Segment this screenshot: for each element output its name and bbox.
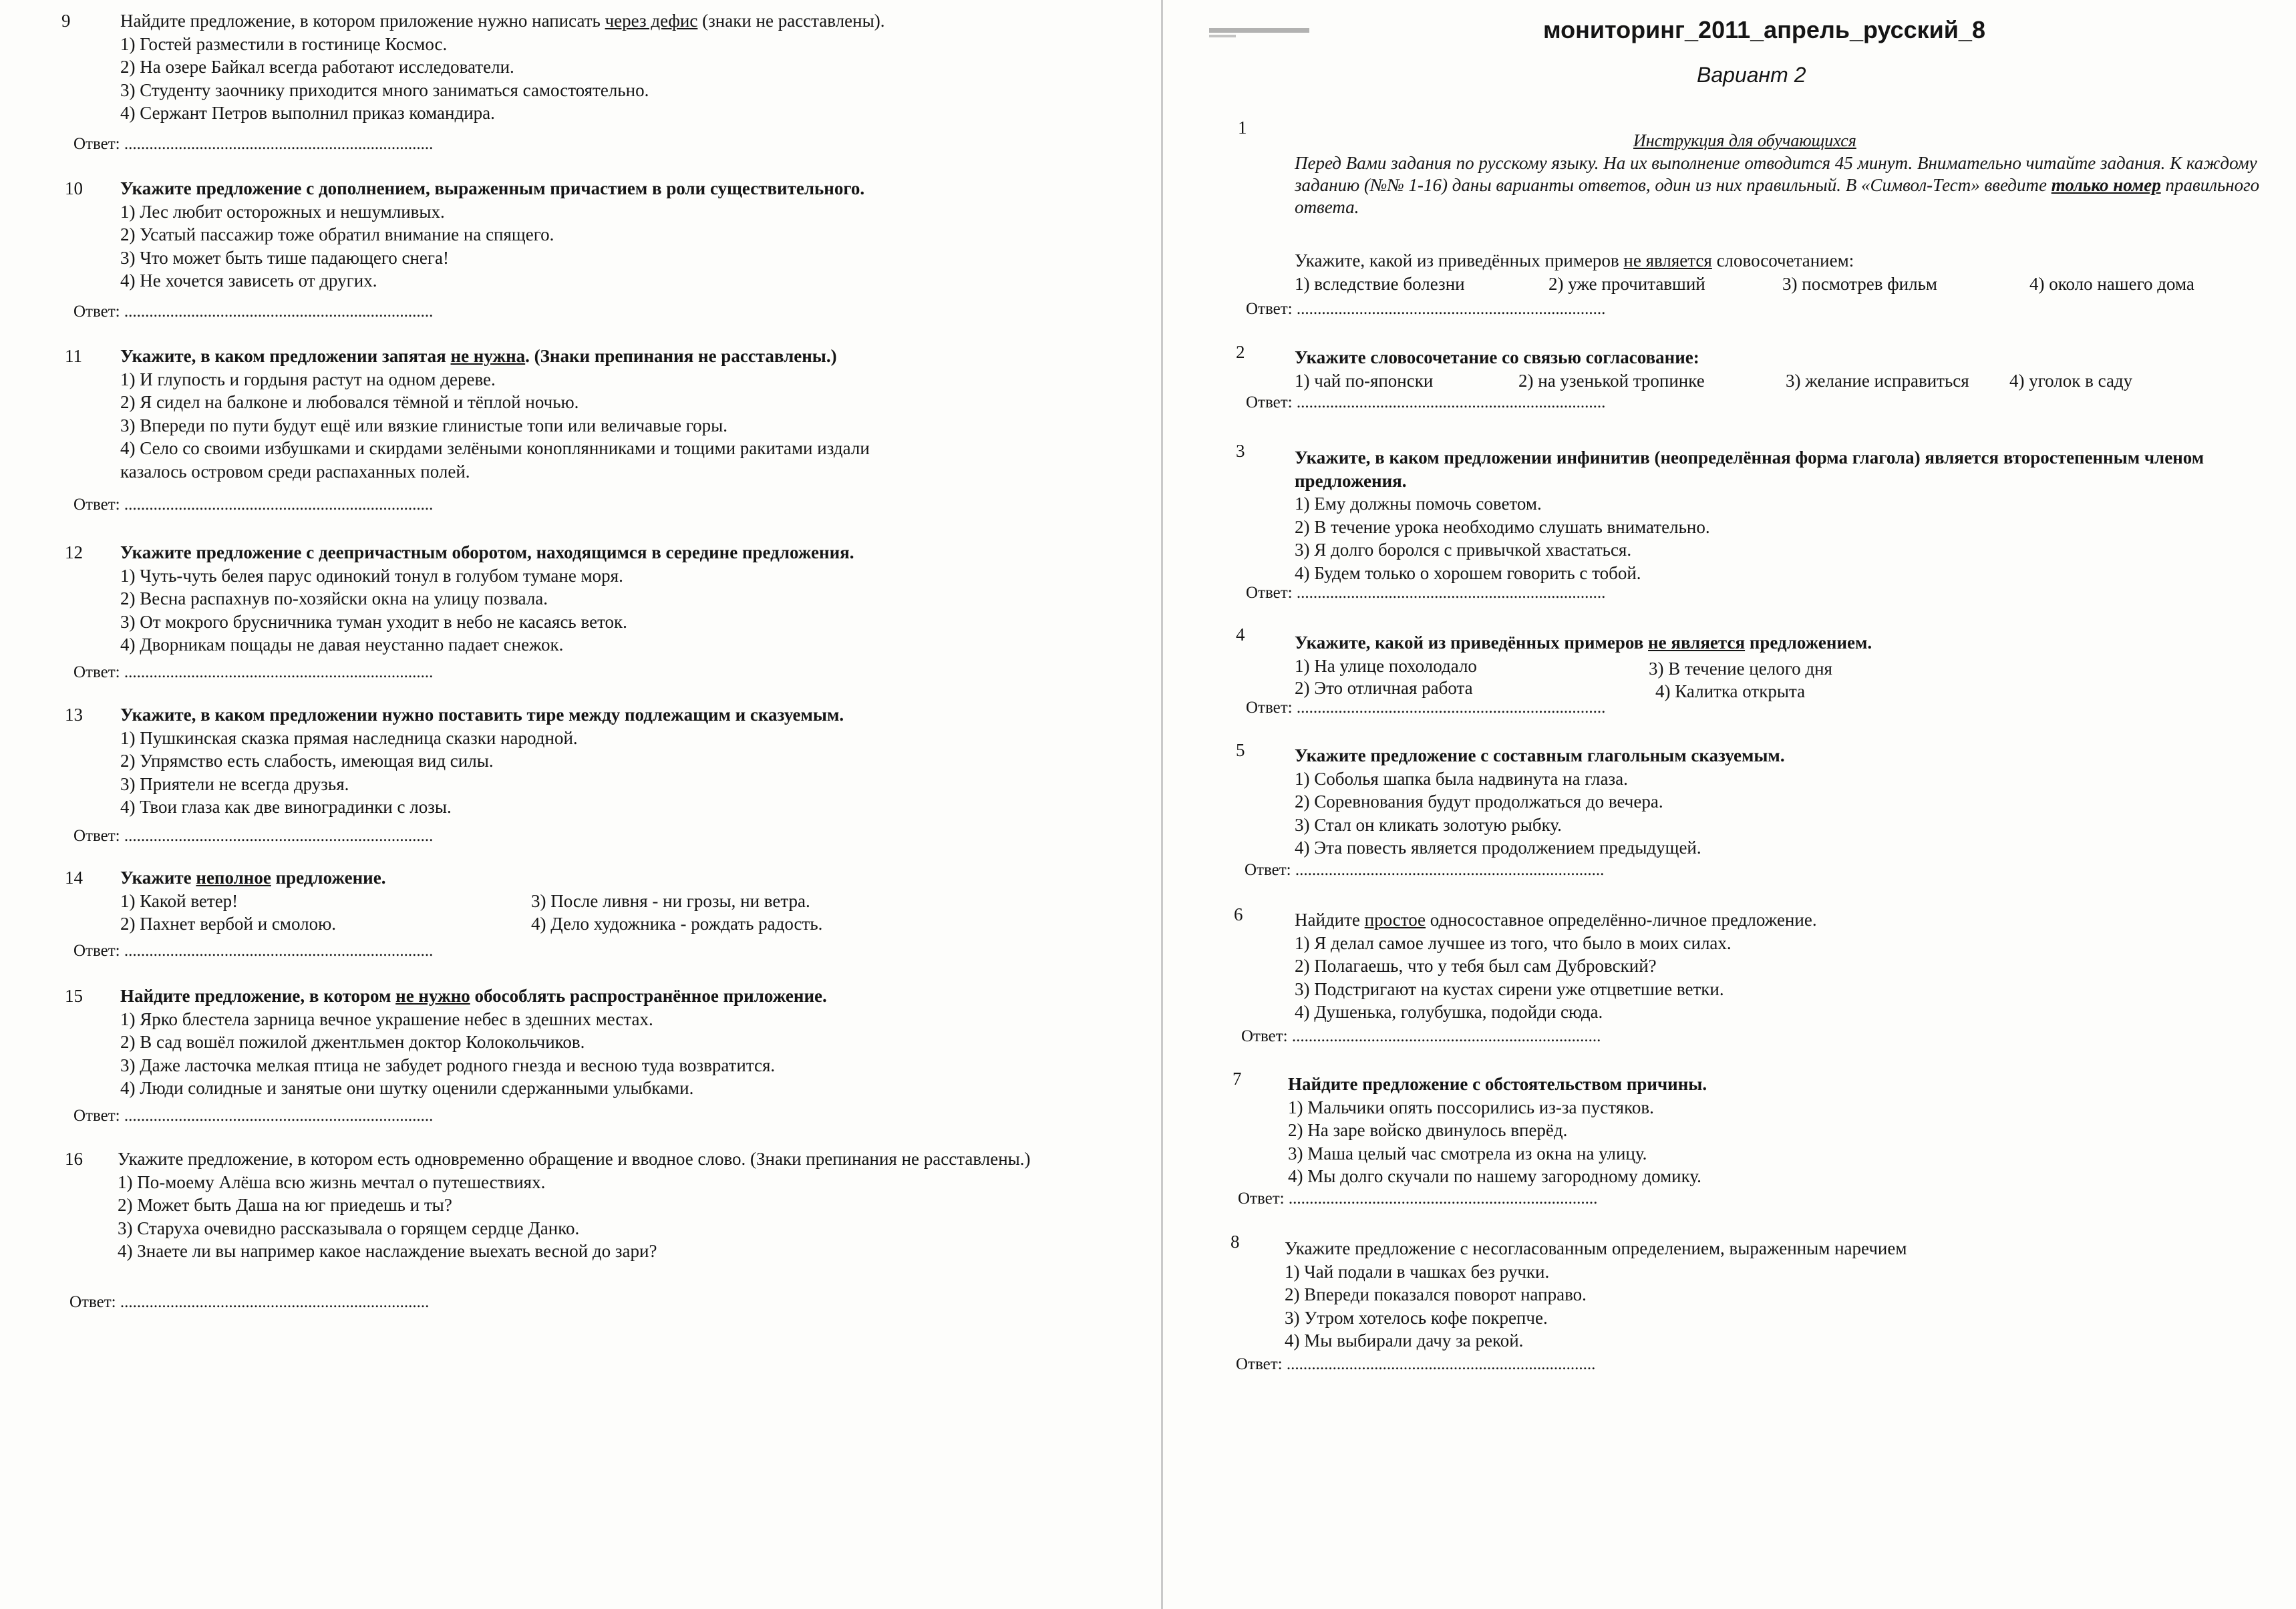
question-number: 14 [65,868,83,888]
option-3: 3) желание исправиться [1786,370,1969,391]
answer-line: Ответ: .......................................................................... [1246,300,1606,318]
option-4: 4) около нашего дома [2029,273,2194,294]
option-1: 1) По-моему Алёша всю жизнь мечтал о путешествиях. [118,1172,546,1192]
option-1: 1) Мальчики опять поссорились из-за пустяков. [1288,1097,1654,1117]
option-2: 2) Может быть Даша на юг приедешь и ты? [118,1195,452,1215]
question-prompt: Найдите простое односоставное определённо-личное предложение. [1295,910,1817,930]
answer-line: Ответ: .......................................................................... [73,303,434,321]
question-prompt: Найдите предложение с обстоятельством причины. [1288,1074,1707,1094]
question-prompt: Укажите, в каком предложении запятая не нужна. (Знаки препинания не расставлены.) [120,346,837,366]
option-2: 2) В сад вошёл пожилой джентльмен доктор Колокольчиков. [120,1032,585,1052]
option-3: 3) После ливня - ни грозы, ни ветра. [531,890,810,911]
question-prompt: Укажите предложение с дополнением, выраженным причастием в роли существительного. [120,178,865,198]
question-number: 9 [61,11,71,31]
option-2: 2) Я сидел на балконе и любовался тёмной и тёплой ночью. [120,392,579,412]
option-4: 4) Село со своими избушками и скирдами зелёными коноплянниками и тощими ракитами издали [120,438,870,458]
stamp-mark [1209,25,1313,39]
option-4: 4) Не хочется зависеть от других. [120,271,377,291]
option-3: 3) Стал он кликать золотую рыбку. [1295,814,1562,835]
option-4: 4) Душенька, голубушка, подойди сюда. [1295,1002,1603,1022]
question-prompt: Укажите неполное предложение. [120,868,386,888]
answer-line: Ответ: .......................................................................... [1241,1027,1601,1045]
option-4: 4) Эта повесть является продолжением предыдущей. [1295,838,1701,858]
page-title: мониторинг_2011_апрель_русский_8 [1543,16,1985,43]
question-number: 10 [65,178,83,198]
option-4: 4) Сержант Петров выполнил приказ командира. [120,103,495,123]
option-1: 1) вследствие болезни [1295,273,1465,294]
option-2: 2) Впереди показался поворот направо. [1285,1284,1587,1304]
option-3: 3) От мокрого брусничника туман уходит в небо не касаясь веток. [120,611,627,632]
option-3: 3) Что может быть тише падающего снега! [120,247,449,268]
option-1: 1) Лес любит осторожных и нешумливых. [120,201,445,222]
option-3: 3) Я долго боролся с привычкой хвастаться. [1295,540,1632,560]
option-1: 1) Пушкинская сказка прямая наследница сказки народной. [120,727,578,748]
option-2: 2) Пахнет вербой и смолою. [120,914,337,934]
option-3: 3) посмотрев фильм [1782,273,1938,294]
option-2: 2) на узенькой тропинке [1518,370,1705,391]
question-number: 5 [1236,740,1245,760]
question-prompt: Укажите предложение с несогласованным определением, выраженным наречием [1285,1238,1907,1258]
answer-line: Ответ: .......................................................................... [69,1293,430,1311]
question-number: 4 [1236,624,1245,645]
answer-line: Ответ: .......................................................................... [1246,699,1606,717]
option-2: 2) Усатый пассажир тоже обратил внимание на спящего. [120,224,554,244]
question-prompt: Укажите, какой из приведённых примеров не является словосочетанием: [1295,250,1854,271]
question-prompt: Укажите предложение, в котором есть одновременно обращение и вводное слово. (Знаки препинания не расставлены.) [118,1149,1031,1169]
option-2: 2) уже прочитавший [1548,273,1705,294]
option-2: 2) На озере Байкал всегда работают исследователи. [120,57,514,77]
answer-line: Ответ: .......................................................................... [1245,861,1605,879]
option-2: 2) В течение урока необходимо слушать внимательно. [1295,516,1710,537]
question-number: 1 [1238,118,1247,138]
option-2: 2) Соревнования будут продолжаться до вечера. [1295,791,1663,812]
option-1: 1) На улице похолодало [1295,655,1477,676]
option-3: 3) Студенту заочнику приходится много заниматься самостоятельно. [120,79,649,100]
option-1: 1) чай по-японски [1295,370,1434,391]
instruction-heading: Инструкция для обучающихся [1633,131,1856,150]
answer-line: Ответ: .......................................................................... [1246,584,1606,602]
right-page [1166,0,2296,1609]
question-number: 3 [1236,441,1245,461]
instruction-text: Перед Вами задания по русскому языку. На их выполнение отводится 45 минут. Внимательно читайте задания. К каждому заданию (№№ 1-16) даны варианты ответов, один из них правильный. В «Символ-Тест» введите только номер правильного ответа. [1295,153,2260,217]
option-1: 1) Гостей разместили в гостинице Космос. [120,33,448,54]
option-3: 3) Подстригают на кустах сирени уже отцветшие ветки. [1295,978,1724,999]
option-3: 3) Даже ласточка мелкая птица не забудет родного гнезда и весною туда возвратится. [120,1055,776,1075]
option-4: 4) Знаете ли вы например какое наслаждение выехать весной до зари? [118,1241,657,1261]
option-4: 4) уголок в саду [2009,370,2133,391]
answer-line: Ответ: .......................................................................... [73,1107,434,1125]
question-number: 7 [1233,1069,1242,1089]
option-3: 3) Впереди по пути будут ещё или вязкие глинистые топи или величавые горы. [120,415,727,435]
option-2: 2) Это отличная работа [1295,677,1473,698]
answer-line: Ответ: .......................................................................... [73,496,434,514]
option-1: 1) Я делал самое лучшее из того, что было в моих силах. [1295,932,1732,953]
option-4: 4) Люди солидные и занятые они шутку оценили сдержанными улыбками. [120,1078,694,1098]
question-number: 2 [1236,342,1245,362]
option-2: 2) На заре войско двинулось вперёд. [1288,1120,1568,1140]
option-3: 3) Старуха очевидно рассказывала о горящем сердце Данко. [118,1218,580,1238]
option-4: 4) Мы долго скучали по нашему загородному домику. [1288,1166,1701,1186]
answer-line: Ответ: .......................................................................... [1236,1355,1596,1373]
answer-line: Ответ: .......................................................................... [1246,393,1606,411]
option-2: 2) Упрямство есть слабость, имеющая вид силы. [120,751,494,771]
question-number: 16 [65,1149,83,1169]
option-3: 3) Утром хотелось кофе покрепче. [1285,1307,1548,1328]
question-prompt: Укажите предложение с составным глагольным сказуемым. [1295,745,1785,765]
question-prompt: Укажите, какой из приведённых примеров не является предложением. [1295,633,1872,653]
question-prompt: Укажите, в каком предложении инфинитив (неопределённая форма глагола) является второстепенным членом предложения. [1295,448,2204,491]
question-number: 8 [1231,1232,1240,1252]
option-1: 1) Ярко блестела зарница вечное украшение небес в здешних местах. [120,1009,653,1029]
question-number: 11 [65,346,82,366]
option-2: 2) Весна распахнув по-хозяйски окна на улицу позвала. [120,588,548,608]
option-1: 1) И глупость и гордыня растут на одном дереве. [120,369,496,389]
question-prompt: Найдите предложение, в котором не нужно обособлять распространённое приложение. [120,986,827,1006]
question-number: 13 [65,705,83,725]
question-prompt: Укажите предложение с деепричастным оборотом, находящимся в середине предложения. [120,542,854,562]
option-1: 1) Чай подали в чашках без ручки. [1285,1261,1550,1282]
option-4: 4) Дело художника - рождать радость. [531,914,823,934]
answer-line: Ответ: .......................................................................... [73,135,434,153]
option-4: 4) Твои глаза как две виноградинки с лозы. [120,797,452,817]
option-3: 3) Приятели не всегда друзья. [120,773,349,794]
question-prompt: Укажите словосочетание со связью согласование: [1295,347,1699,367]
option-1: 1) Чуть-чуть белея парус одинокий тонул в голубом тумане моря. [120,565,623,586]
answer-line: Ответ: .......................................................................... [73,827,434,845]
answer-line: Ответ: .......................................................................... [1238,1190,1598,1208]
page-fold-divider [1161,0,1163,1609]
option-1: 1) Ему должны помочь советом. [1295,494,1542,514]
option-3: 3) В течение целого дня [1649,658,1832,679]
variant-label: Вариант 2 [1697,63,1806,87]
question-prompt: Укажите, в каком предложении нужно поставить тире между подлежащим и сказуемым. [120,705,844,725]
answer-line: Ответ: .......................................................................... [73,663,434,681]
question-number: 6 [1234,904,1243,924]
option-4-continued: казалось островом среди распаханных полей. [120,461,470,482]
option-3: 3) Маша целый час смотрела из окна на улицу. [1288,1143,1647,1164]
question-number: 15 [65,986,83,1006]
question-number: 12 [65,542,83,562]
option-1: 1) Какой ветер! [120,890,238,911]
question-prompt: Найдите предложение, в котором приложение нужно написать через дефис (знаки не расставлены). [120,11,885,31]
option-2: 2) Полагаешь, что у тебя был сам Дубровский? [1295,956,1657,976]
option-4: 4) Калитка открыта [1655,681,1806,701]
option-1: 1) Соболья шапка была надвинута на глаза. [1295,768,1628,789]
option-4: 4) Мы выбирали дачу за рекой. [1285,1330,1524,1351]
answer-line: Ответ: .......................................................................... [73,942,434,960]
option-4: 4) Будем только о хорошем говорить с тобой. [1295,562,1641,583]
option-4: 4) Дворникам пощады не давая неустанно падает снежок. [120,635,564,655]
